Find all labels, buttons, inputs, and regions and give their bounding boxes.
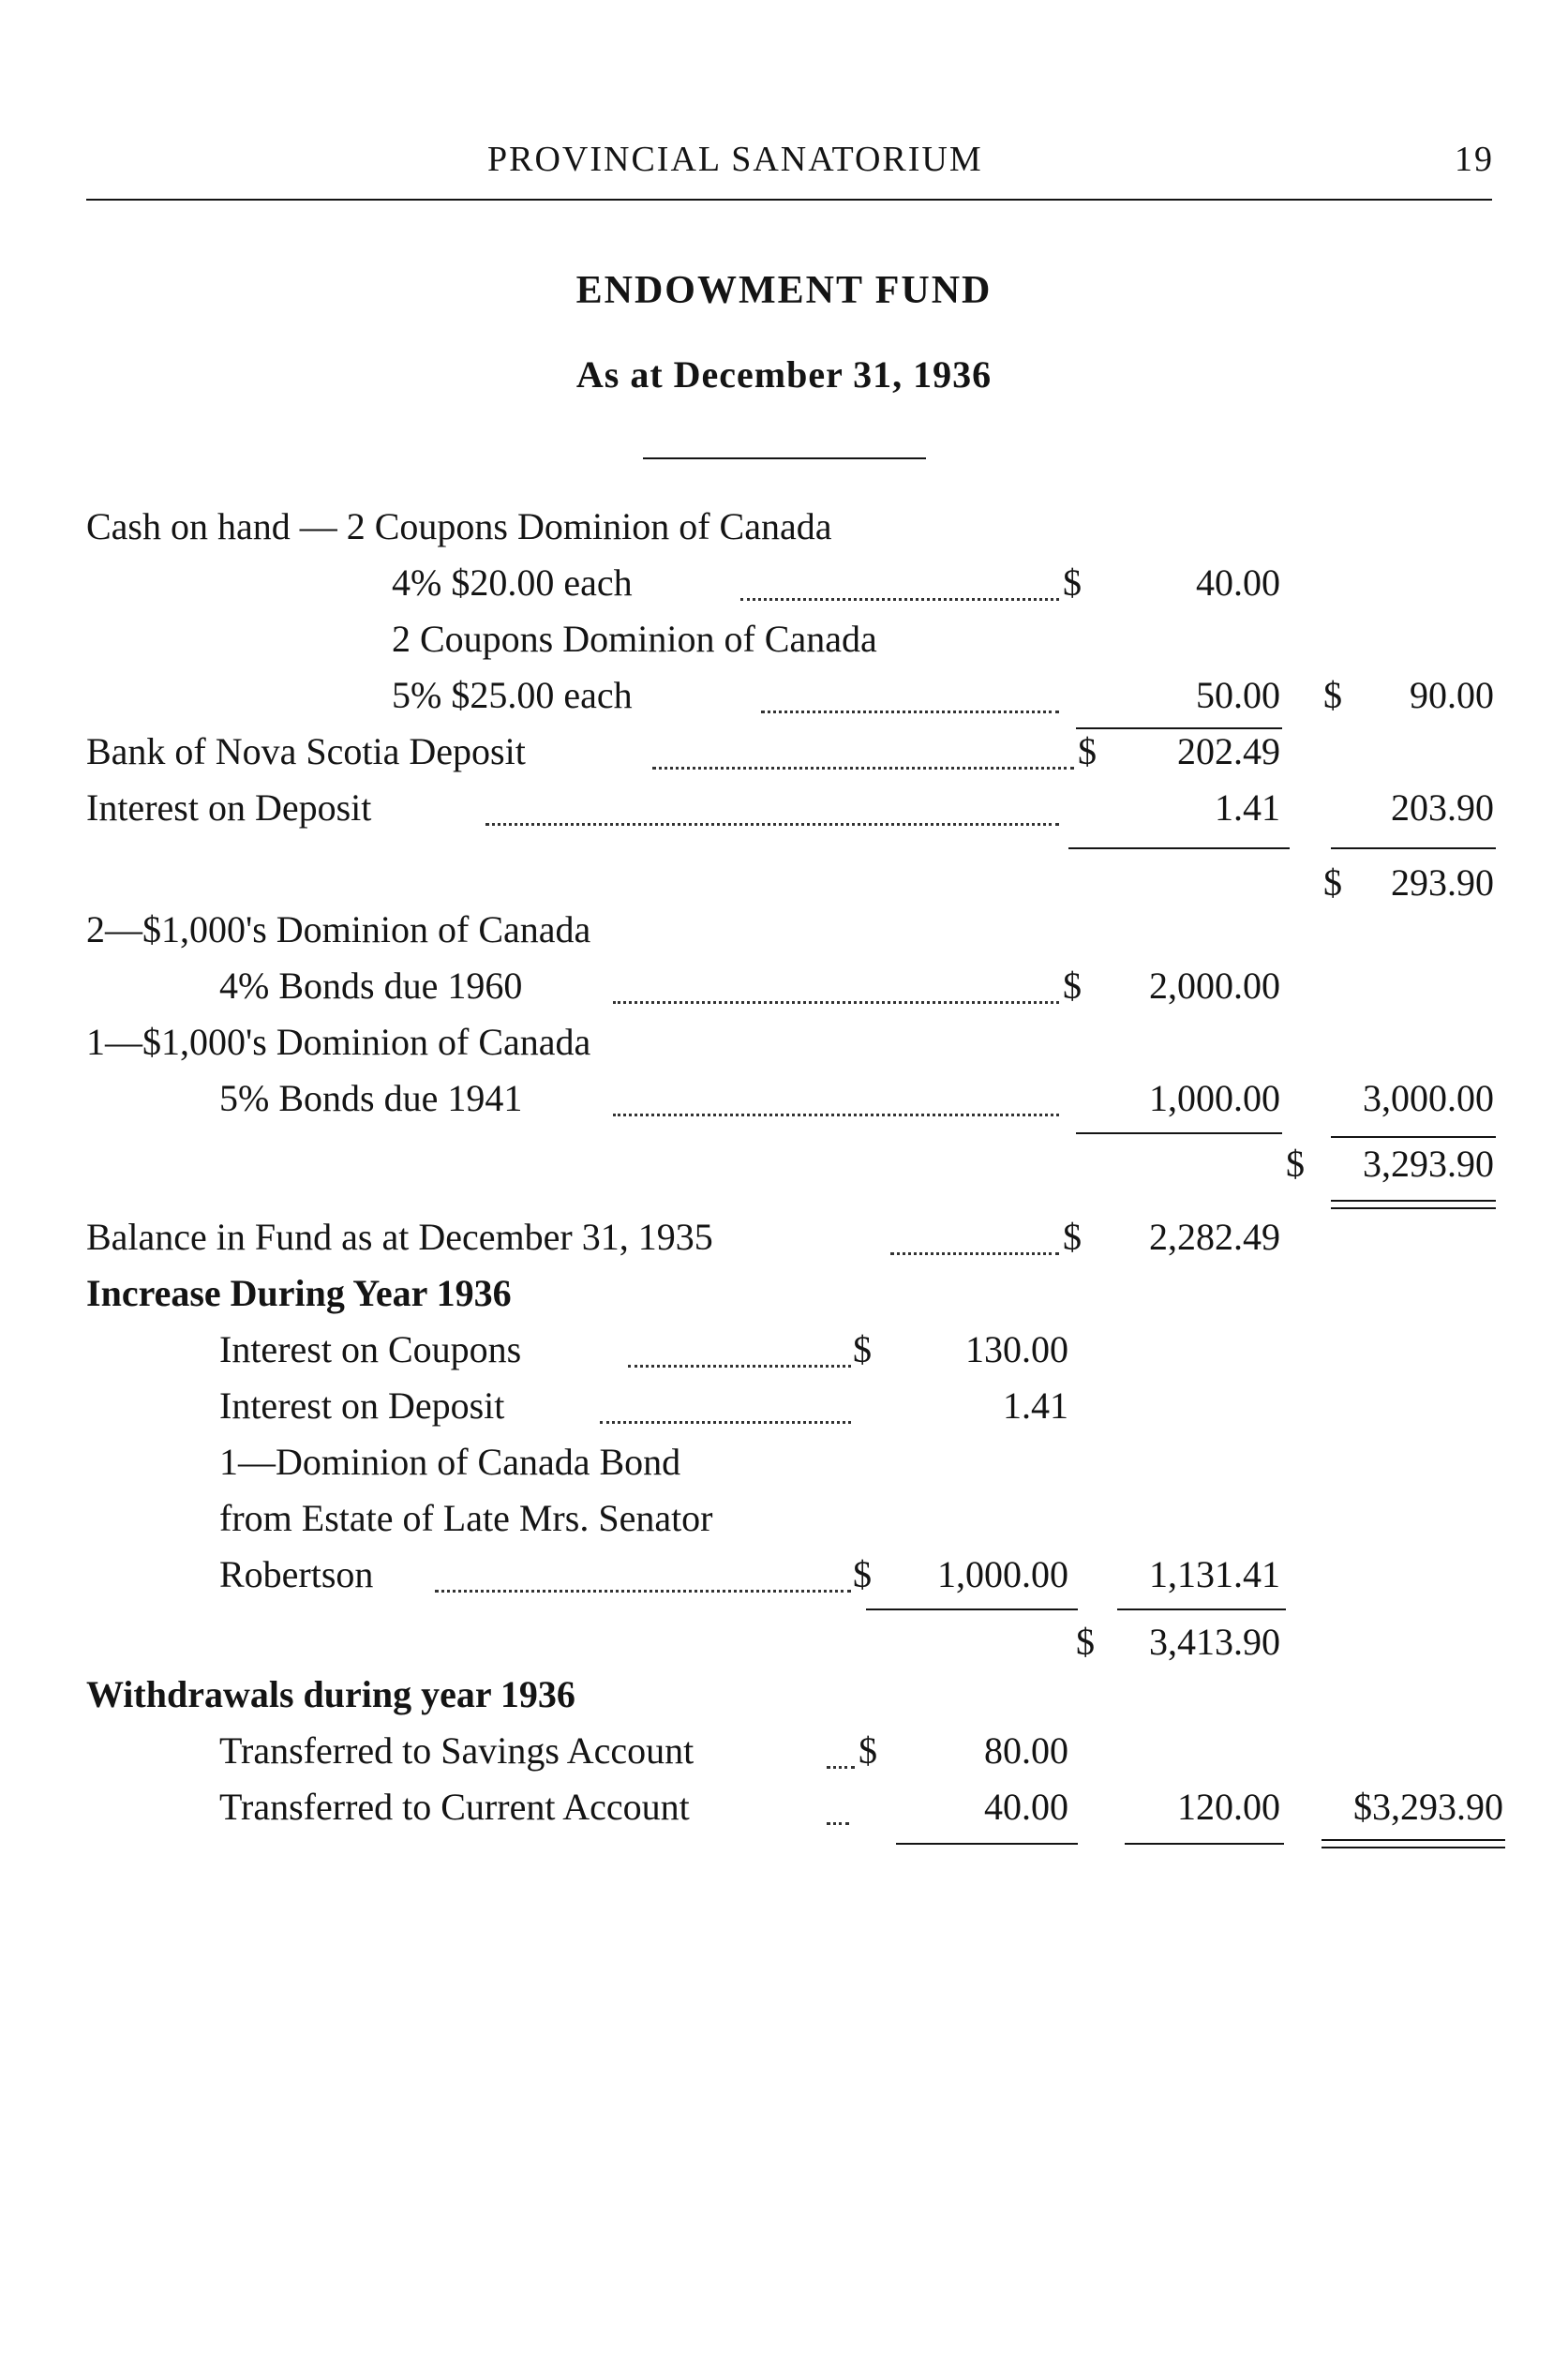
page-number: 19	[1455, 140, 1494, 179]
increase-bond-dollar: $	[853, 1553, 872, 1595]
coupon2-desc: 5% $25.00 each	[392, 674, 633, 716]
leader-dots	[761, 711, 1059, 713]
increase-deposit-amount: 1.41	[1003, 1384, 1068, 1427]
coupon1-desc: 4% $20.00 each	[392, 561, 633, 604]
leader-dots	[652, 767, 1074, 770]
subtotal1-dollar: $	[1323, 861, 1342, 904]
coupon1-dollar: $	[1063, 561, 1082, 604]
header-rule	[86, 199, 1492, 201]
underline	[1117, 1608, 1286, 1610]
leader-dots	[600, 1421, 851, 1424]
coupon2-amount: 50.00	[1196, 674, 1280, 716]
increase-coupons-amount: 130.00	[965, 1328, 1068, 1370]
bond2-desc: 5% Bonds due 1941	[219, 1077, 523, 1119]
leader-dots	[613, 1001, 1059, 1004]
statement-subtitle: As at December 31, 1936	[575, 353, 993, 396]
balance-label: Balance in Fund as at December 31, 1935	[86, 1216, 713, 1258]
increase-bond-line3: Robertson	[219, 1553, 374, 1595]
leader-dots	[827, 1766, 855, 1769]
underline	[1331, 1136, 1496, 1138]
coupon2-label: 2 Coupons Dominion of Canada	[392, 618, 877, 660]
withdrawal-current-amount: 40.00	[984, 1786, 1068, 1828]
underline	[896, 1843, 1078, 1845]
leader-dots	[435, 1590, 851, 1593]
statement-title: ENDOWMENT FUND	[575, 269, 993, 312]
bond1-label: 2—$1,000's Dominion of Canada	[86, 908, 591, 950]
bond2-label: 1—$1,000's Dominion of Canada	[86, 1021, 591, 1063]
subtotal2-dollar: $	[1076, 1621, 1095, 1663]
underline	[1331, 847, 1496, 849]
bank-deposit-amount: 202.49	[1177, 730, 1280, 772]
running-header-title: PROVINCIAL SANATORIUM	[487, 140, 983, 179]
increase-deposit-label: Interest on Deposit	[219, 1384, 505, 1427]
increase-bond-amount: 1,000.00	[937, 1553, 1068, 1595]
leader-dots	[890, 1252, 1059, 1255]
increase-bond-line2: from Estate of Late Mrs. Senator	[219, 1497, 713, 1539]
grand-total-amount: 3,293.90	[1363, 1143, 1494, 1185]
double-underline	[1331, 1200, 1496, 1209]
bond1-dollar: $	[1063, 965, 1082, 1007]
underline	[1076, 1132, 1282, 1134]
bank-total: 203.90	[1391, 786, 1494, 829]
balance-amount: 2,282.49	[1149, 1216, 1280, 1258]
increase-heading: Increase During Year 1936	[86, 1272, 512, 1314]
withdrawal-savings-amount: 80.00	[984, 1729, 1068, 1772]
increase-coupons-label: Interest on Coupons	[219, 1328, 522, 1370]
bond2-amount: 1,000.00	[1149, 1077, 1280, 1119]
withdrawal-savings-label: Transferred to Savings Account	[219, 1729, 694, 1772]
bank-deposit-dollar: $	[1078, 730, 1097, 772]
increase-bond-line1: 1—Dominion of Canada Bond	[219, 1441, 681, 1483]
withdrawal-current-label: Transferred to Current Account	[219, 1786, 690, 1828]
bank-interest-label: Interest on Deposit	[86, 786, 372, 829]
cash-total: 90.00	[1410, 674, 1494, 716]
balance-dollar: $	[1063, 1216, 1082, 1258]
cash-total-dollar: $	[1323, 674, 1342, 716]
withdrawal-savings-dollar: $	[859, 1729, 877, 1772]
subtotal2-amount: 3,413.90	[1149, 1621, 1280, 1663]
increase-total: 1,131.41	[1149, 1553, 1280, 1595]
title-rule	[643, 457, 926, 459]
underline	[1125, 1843, 1284, 1845]
bond1-desc: 4% Bonds due 1960	[219, 965, 523, 1007]
double-underline	[1322, 1839, 1505, 1848]
withdrawals-heading: Withdrawals during year 1936	[86, 1673, 575, 1715]
cash-label: Cash on hand — 2 Coupons Dominion of Canada	[86, 505, 832, 547]
bond1-amount: 2,000.00	[1149, 965, 1280, 1007]
subtotal1-amount: 293.90	[1391, 861, 1494, 904]
coupon1-amount: 40.00	[1196, 561, 1280, 604]
leader-dots	[827, 1822, 849, 1825]
grand-total-dollar: $	[1286, 1143, 1305, 1185]
withdrawals-total: 120.00	[1177, 1786, 1280, 1828]
bank-interest-amount: 1.41	[1215, 786, 1280, 829]
final-total: $3,293.90	[1353, 1786, 1503, 1828]
underline	[866, 1608, 1078, 1610]
bank-deposit-label: Bank of Nova Scotia Deposit	[86, 730, 526, 772]
leader-dots	[740, 598, 1059, 601]
leader-dots	[613, 1114, 1059, 1116]
underline	[1068, 847, 1290, 849]
bonds-total: 3,000.00	[1363, 1077, 1494, 1119]
increase-coupons-dollar: $	[853, 1328, 872, 1370]
leader-dots	[485, 823, 1059, 826]
leader-dots	[628, 1365, 851, 1368]
